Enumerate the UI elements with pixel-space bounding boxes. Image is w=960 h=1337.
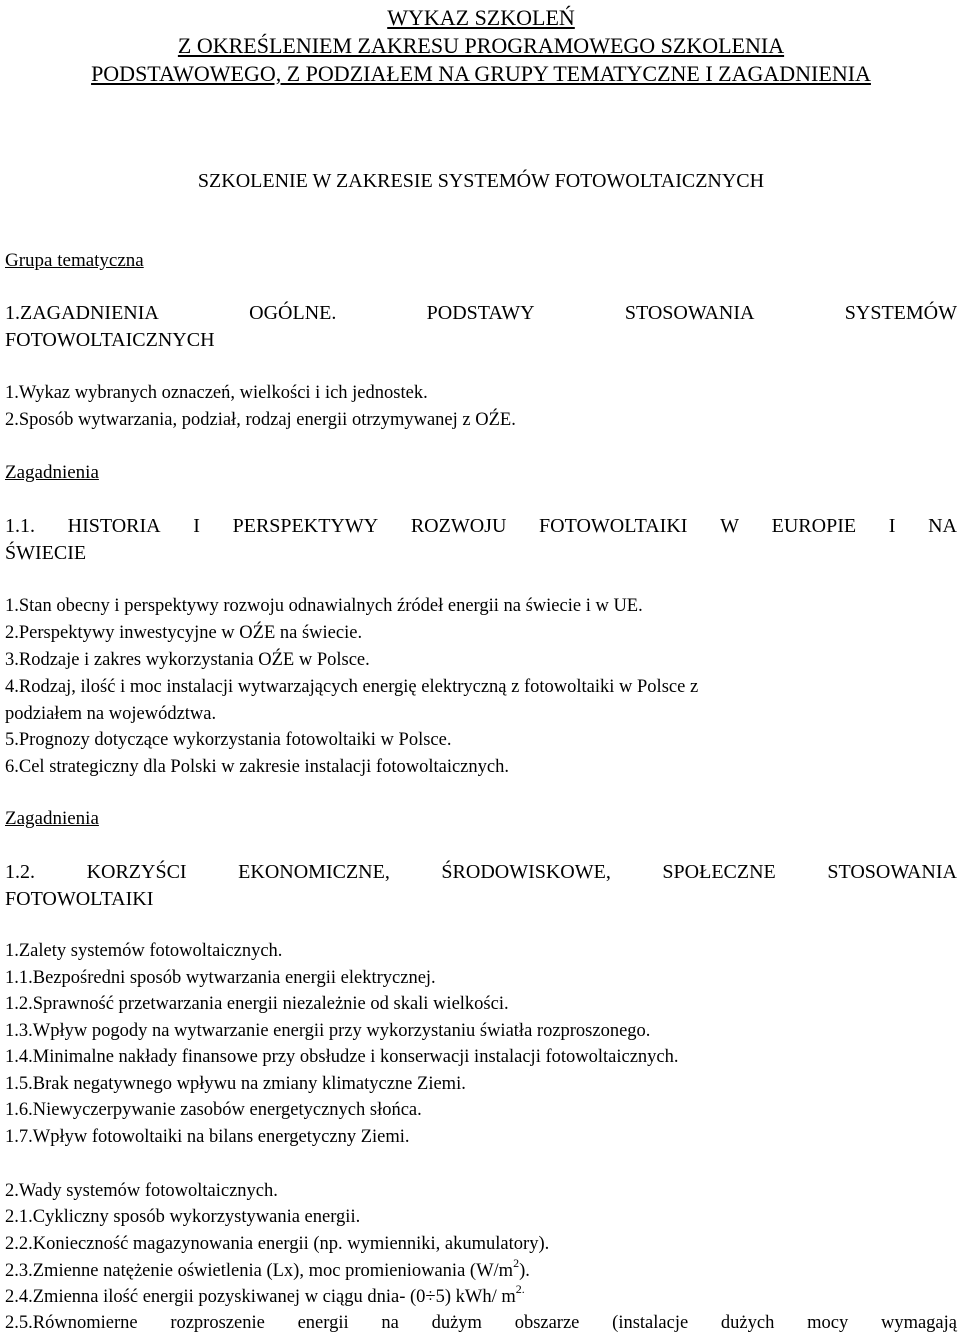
heading-word: STOSOWANIA <box>624 302 755 324</box>
item-word: wymagają <box>880 1313 957 1333</box>
list-item: 2.Sposób wytwarzania, podział, rodzaj energii otrzymywanej z OŹE. <box>5 410 516 430</box>
list-item: 4.Rodzaj, ilość i moc instalacji wytwarzających energię elektryczną z fotowoltaiki w Polsce z <box>5 677 699 697</box>
list-item: podziałem na województwa. <box>5 704 217 724</box>
list-item: 1.Stan obecny i perspektywy rozwoju odnawialnych źródeł energii na świecie i w UE. <box>5 596 643 616</box>
item-word: energii <box>297 1313 349 1333</box>
heading-word: 1.1. <box>5 515 35 537</box>
list-item: 1.2.Sprawność przetwarzania energii niezależnie od skali wielkości. <box>5 994 509 1014</box>
heading-word: STOSOWANIA <box>827 861 957 883</box>
heading-word: FOTOWOLTAIKI <box>539 515 688 537</box>
item-text-end: ). <box>519 1261 530 1281</box>
section1-label: Zagadnienia <box>5 462 99 483</box>
item-word: na <box>381 1313 399 1333</box>
list-item: 3.Rodzaje i zakres wykorzystania OŹE w Polsce. <box>5 650 370 670</box>
list-item: 6.Cel strategiczny dla Polski w zakresie instalacji fotowoltaicznych. <box>5 757 509 777</box>
item-word: rozproszenie <box>170 1313 265 1333</box>
item-word: 2.5.Równomierne <box>5 1313 138 1333</box>
heading-word: ROZWOJU <box>410 515 507 537</box>
list-title: 2.Wady systemów fotowoltaicznych. <box>5 1181 278 1201</box>
list-item: 2.2.Konieczność magazynowania energii (np. wymienniki, akumulatory). <box>5 1234 550 1254</box>
section2-heading-line-2: FOTOWOLTAIKI <box>5 888 154 910</box>
heading-word: I <box>888 515 896 537</box>
heading-word: KORZYŚCI <box>86 861 187 883</box>
list-item: 1.4.Minimalne nakłady finansowe przy obsłudze i konserwacji instalacji fotowoltaicznych. <box>5 1047 679 1067</box>
heading-word: PODSTAWY <box>426 302 535 324</box>
heading-word: OGÓLNE. <box>249 302 337 324</box>
item-text: 2.3.Zmienne natężenie oświetlenia (Lx), moc promieniowania (W/m <box>5 1261 514 1281</box>
heading-word: EUROPIE <box>771 515 857 537</box>
section1-heading-line-2: ŚWIECIE <box>5 542 87 564</box>
list-item-justified <box>5 1310 957 1336</box>
heading-word: HISTORIA <box>67 515 161 537</box>
group-heading <box>5 300 957 326</box>
heading-word: 1.ZAGADNIENIA <box>5 302 159 324</box>
item-word: obszarze <box>514 1313 580 1333</box>
list-title: 1.Zalety systemów fotowoltaicznych. <box>5 941 283 961</box>
item-text: 2.4.Zmienna ilość energii pozyskiwanej w ciągu dnia- (0÷5) kWh/ m <box>5 1287 516 1307</box>
item-word: (instalacje <box>612 1313 689 1333</box>
heading-word: ŚRODOWISKOWE, <box>441 861 611 883</box>
heading-word: SYSTEMÓW <box>844 302 957 324</box>
superscript: 2. <box>515 1281 525 1296</box>
doc-title-line-3: PODSTAWOWEGO, Z PODZIAŁEM NA GRUPY TEMATYCZNE I ZAGADNIENIA <box>91 61 871 86</box>
heading-word: EKONOMICZNE, <box>238 861 390 883</box>
list-item <box>5 1281 525 1310</box>
group-heading-line-2: FOTOWOLTAICZNYCH <box>5 329 215 351</box>
section1-heading <box>5 513 957 539</box>
doc-subtitle: SZKOLENIE W ZAKRESIE SYSTEMÓW FOTOWOLTAICZNYCH <box>197 170 765 192</box>
list-item: 5.Prognozy dotyczące wykorzystania fotowoltaiki w Polsce. <box>5 730 452 750</box>
list-item: 1.Wykaz wybranych oznaczeń, wielkości i ich jednostek. <box>5 383 428 403</box>
list-item: 2.Perspektywy inwestycyjne w OŹE na świecie. <box>5 623 363 643</box>
item-word: dużych <box>720 1313 775 1333</box>
heading-word: NA <box>928 515 957 537</box>
group-label: Grupa tematyczna <box>5 250 144 271</box>
doc-title-line-1: WYKAZ SZKOLEŃ <box>387 5 575 30</box>
list-item <box>5 1255 530 1284</box>
item-word: dużym <box>431 1313 482 1333</box>
list-item: 1.5.Brak negatywnego wpływu na zmiany klimatyczne Ziemi. <box>5 1074 466 1094</box>
superscript: 2 <box>513 1255 520 1270</box>
heading-word: 1.2. <box>5 861 35 883</box>
list-item: 1.6.Niewyczerpywanie zasobów energetycznych słońca. <box>5 1100 422 1120</box>
list-item: 2.1.Cykliczny sposób wykorzystywania energii. <box>5 1207 361 1227</box>
list-item: 1.3.Wpływ pogody na wytwarzanie energii przy wykorzystaniu światła rozproszonego. <box>5 1021 651 1041</box>
heading-word: W <box>720 515 739 537</box>
list-item: 1.7.Wpływ fotowoltaiki na bilans energetyczny Ziemi. <box>5 1127 410 1147</box>
list-item: 1.1.Bezpośredni sposób wytwarzania energii elektrycznej. <box>5 968 436 988</box>
heading-word: I <box>193 515 200 537</box>
doc-title-line-2: Z OKREŚLENIEM ZAKRESU PROGRAMOWEGO SZKOLENIA <box>177 33 785 58</box>
heading-word: PERSPEKTYWY <box>232 515 379 537</box>
item-word: mocy <box>807 1313 849 1333</box>
section2-label: Zagadnienia <box>5 808 99 829</box>
heading-word: SPOŁECZNE <box>662 861 776 883</box>
section2-heading <box>5 859 957 885</box>
